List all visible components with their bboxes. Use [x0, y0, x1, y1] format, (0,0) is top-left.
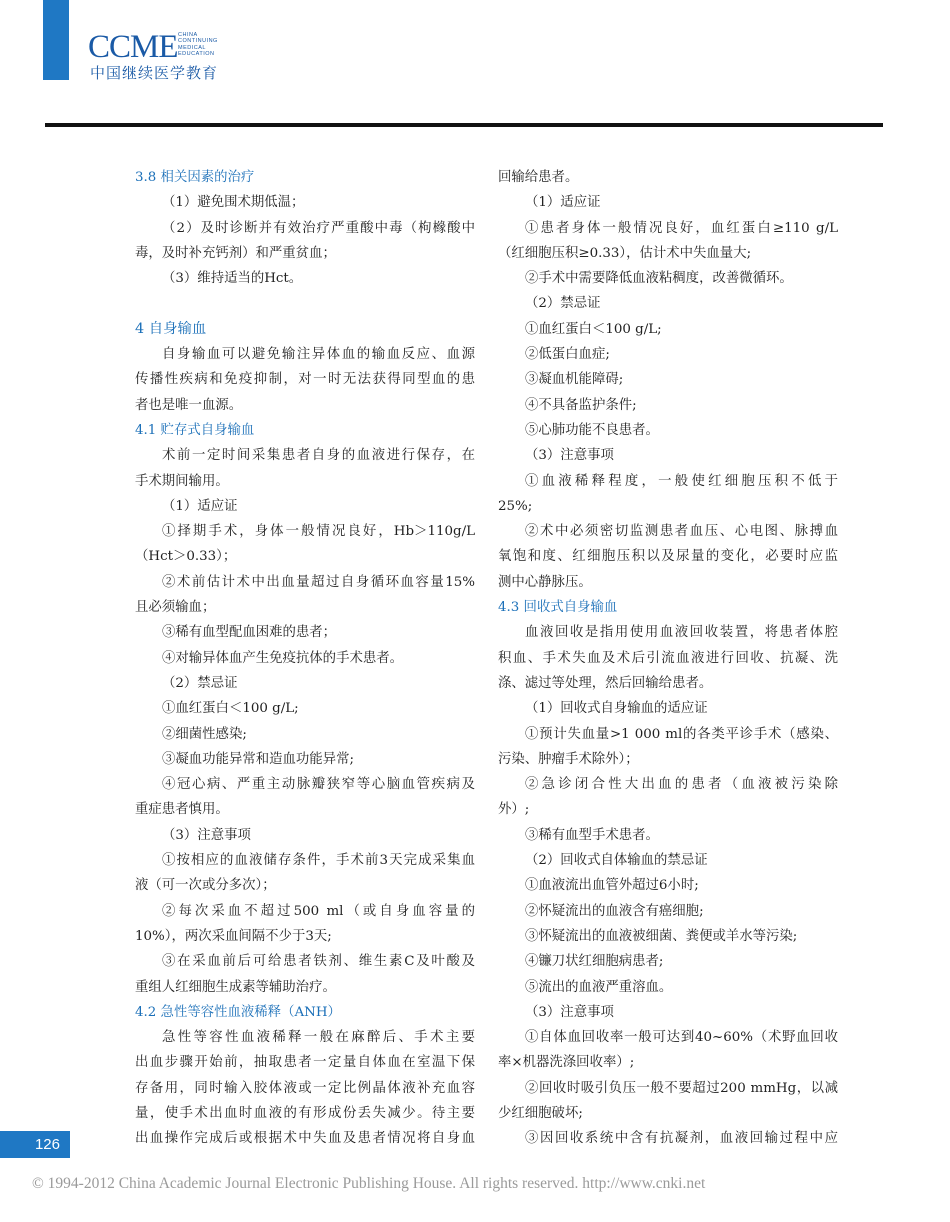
text-line: 毒，及时补充钙剂）和严重贫血； [135, 245, 336, 261]
text-line: ②低蛋白血症; [525, 347, 610, 363]
text-line: （1）回收式自身输血的适应证 [525, 701, 708, 717]
text-line: ②每次采血不超过500 ml（或自身血容量的 [162, 903, 475, 919]
text-line: ①血液稀释程度，一般使红细胞压积不低于 [525, 473, 838, 489]
header-color-bar [43, 0, 69, 80]
text-line: （红细胞压积≥0.33），估计术中失血量大; [498, 245, 752, 261]
text-line: ②怀疑流出的血液含有癌细胞; [525, 903, 704, 919]
blank-line [135, 291, 475, 316]
text-line: （1）适应证 [525, 195, 601, 211]
text-line: 氧饱和度、红细胞压积以及尿量的变化，必要时应监 [498, 549, 838, 565]
text-line: （2）禁忌证 [162, 675, 238, 691]
text-line: ②急诊闭合性大出血的患者（血液被污染除 [525, 777, 838, 793]
text-line: ③稀有血型手术患者。 [525, 827, 659, 843]
text-line: ①预计失血量>1 000 ml的各类平诊手术（感染、 [525, 726, 838, 742]
text-line: （2）及时诊断并有效治疗严重酸中毒（枸橼酸中 [162, 220, 475, 236]
text-line: ①血红蛋白＜100 g/L; [525, 321, 662, 337]
text-line: 出血步骤开始前，抽取患者一定量自体血在室温下保 [135, 1055, 475, 1071]
text-line: 术前一定时间采集患者自身的血液进行保存，在 [162, 448, 475, 464]
text-line: （3）注意事项 [525, 1004, 614, 1020]
chapter-heading: 4 自身输血 [135, 320, 207, 337]
text-line: 液（可一次或分多次）； [135, 878, 276, 894]
text-line: ①患者身体一般情况良好，血红蛋白≥110 g/L [525, 220, 838, 236]
text-line: ②术前估计术中出血量超过自身循环血容量15% [162, 574, 475, 590]
text-line: （3）注意事项 [525, 448, 614, 464]
text-line: （2）禁忌证 [525, 296, 601, 312]
text-line: 外）; [498, 802, 530, 818]
text-line: （1）避免围术期低温； [162, 195, 305, 211]
text-line: ①血液流出血管外超过6小时; [525, 878, 699, 894]
logo-chinese-name: 中国继续医学教育 [90, 64, 219, 82]
text-line: 25%; [498, 498, 533, 514]
text-line: ③因回收系统中含有抗凝剂，血液回输过程中应 [525, 1131, 838, 1147]
logo-subtitle: CHINA CONTINUING MEDICAL EDUCATION [178, 32, 218, 58]
logo-wordmark: CCME [88, 29, 178, 65]
text-line: （Hct＞0.33）； [135, 549, 237, 565]
section-heading: 4.3 回收式自身输血 [498, 600, 618, 616]
section-heading: 3.8 相关因素的治疗 [135, 170, 255, 185]
text-line: 重组人红细胞生成素等辅助治疗。 [135, 979, 336, 995]
text-line: ④镰刀状红细胞病患者; [525, 954, 664, 970]
text-line: 少红细胞破坏; [498, 1105, 583, 1121]
text-line: 积血、手术失血及术后引流血液进行回收、抗凝、洗 [498, 650, 838, 666]
text-line: 传播性疾病和免疫抑制，对一时无法获得同型血的患 [135, 372, 475, 388]
text-line: ①血红蛋白＜100 g/L; [162, 701, 299, 717]
left-text-column [135, 165, 475, 1152]
text-line: ②细菌性感染; [162, 726, 247, 742]
text-line: ③凝血功能异常和造血功能异常; [162, 751, 354, 767]
journal-logo [88, 30, 288, 80]
text-line: ②手术中需要降低血液粘稠度，改善微循环。 [525, 271, 793, 287]
text-line: ④对输异体血产生免疫抗体的手术患者。 [162, 650, 404, 666]
text-line: ③怀疑流出的血液被细菌、粪便或羊水等污染; [525, 928, 798, 944]
text-line: ③稀有血型配血困难的患者； [162, 625, 337, 641]
text-line: ①按相应的血液储存条件，手术前3天完成采集血 [162, 853, 475, 869]
text-line: 且必须输血； [135, 600, 216, 616]
text-line: 存备用，同时输入胶体液或一定比例晶体液补充血容 [135, 1080, 475, 1096]
header-rule [45, 123, 883, 127]
text-line: 血液回收是指用使用血液回收装置，将患者体腔 [525, 625, 838, 641]
text-line: 率×机器洗涤回收率）; [498, 1055, 635, 1071]
text-line: ②回收时吸引负压一般不要超过200 mmHg，以减 [525, 1080, 838, 1096]
text-line: ④冠心病、严重主动脉瓣狭窄等心脑血管疾病及 [162, 777, 475, 793]
text-line: 测中心静脉压。 [498, 574, 592, 590]
copyright-notice: © 1994-2012 China Academic Journal Electronic Publishing House. All rights reserved. http://www.cnki.net [32, 1175, 706, 1192]
text-line: 污染、肿瘤手术除外）； [498, 751, 639, 767]
text-line: ③凝血机能障碍; [525, 372, 624, 388]
text-line: 量，使手术出血时血液的有形成份丢失减少。待主要 [135, 1105, 475, 1121]
page-number: 126 [0, 1131, 70, 1158]
text-line: （2）回收式自体输血的禁忌证 [525, 853, 708, 869]
text-line: 涤、滤过等处理，然后回输给患者。 [498, 675, 713, 691]
text-line: ⑤流出的血液严重溶血。 [525, 979, 673, 995]
text-line: （3）维持适当的Hct。 [162, 271, 303, 287]
right-text-column [498, 165, 838, 1152]
text-line: ①择期手术，身体一般情况良好，Hb＞110g/L [162, 524, 475, 540]
text-line: ②术中必须密切监测患者血压、心电图、脉搏血 [525, 524, 838, 540]
text-line: ③在采血前后可给患者铁剂、维生素C及叶酸及 [162, 954, 475, 970]
text-line: 自身输血可以避免输注异体血的输血反应、血源 [162, 347, 475, 363]
text-line: 重症患者慎用。 [135, 802, 229, 818]
text-line: 手术期间输用。 [135, 473, 229, 489]
text-line: 者也是唯一血源。 [135, 397, 243, 413]
text-line: （3）注意事项 [162, 827, 251, 843]
section-heading: 4.2 急性等容性血液稀释（ANH） [135, 1004, 341, 1020]
text-line: 出血操作完成后或根据术中失血及患者情况将自身血 [135, 1131, 475, 1147]
text-line: ①自体血回收率一般可达到40~60%（术野血回收 [525, 1030, 838, 1046]
text-line: 10%），两次采血间隔不少于3天; [135, 928, 332, 944]
text-line: ④不具备监护条件; [525, 397, 637, 413]
text-line: 急性等容性血液稀释一般在麻醉后、手术主要 [162, 1030, 475, 1046]
text-line: 回输给患者。 [498, 170, 579, 185]
text-line: （1）适应证 [162, 498, 238, 514]
text-line: ⑤心肺功能不良患者。 [525, 422, 659, 438]
section-heading: 4.1 贮存式自身输血 [135, 422, 255, 438]
